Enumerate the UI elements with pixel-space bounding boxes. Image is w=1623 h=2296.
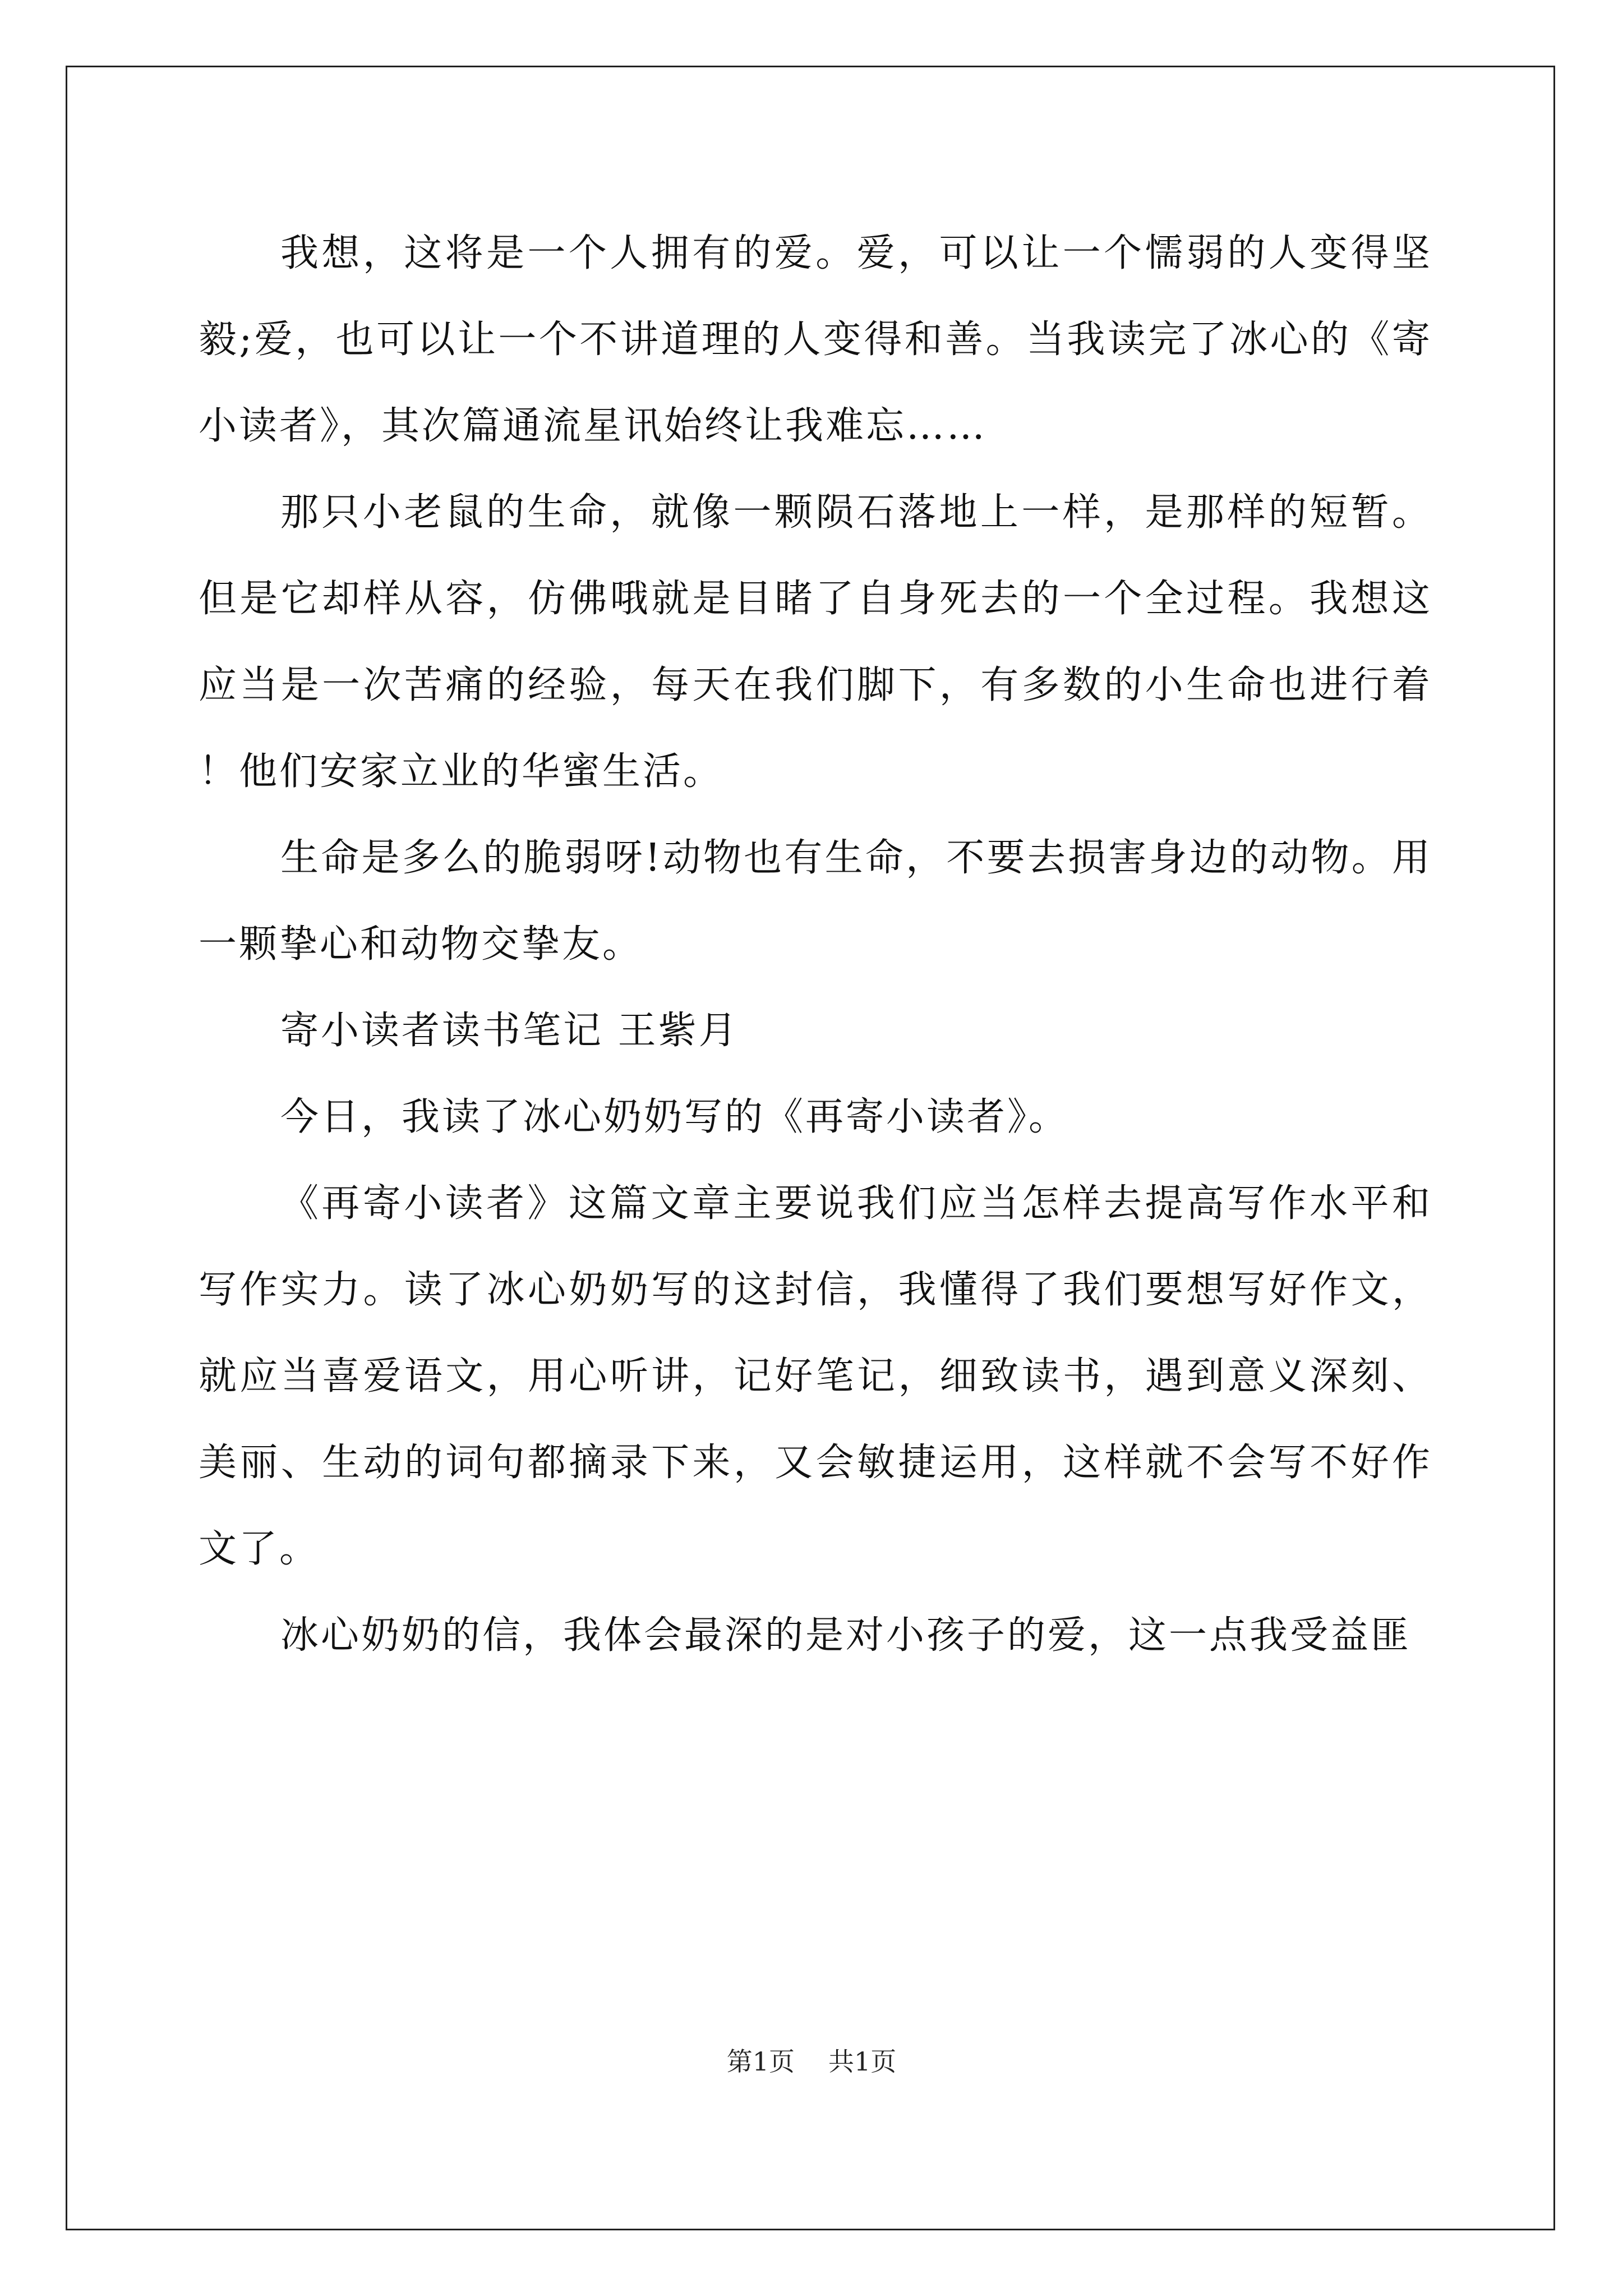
document-body — [199, 210, 1432, 1679]
paragraph-2: 那只小老鼠的生命，就像一颗陨石落地上一样，是那样的短暂。但是它却样从容，仿佛哦就是目睹了自身死去的一个全过程。我想这应当是一次苦痛的经验，每天在我们脚下，有多数的小生命也进行着 ！他们安家立业的华蜜生活。 — [199, 490, 1432, 794]
page-number: 第1页 — [726, 2046, 795, 2077]
paragraph-6: 《再寄小读者》这篇文章主要说我们应当怎样去提高写作水平和写作实力。读了冰心奶奶写的这封信，我懂得了我们要想写好作文，就应当喜爱语文，用心听讲，记好笔记，细致读书，遇到意义深刻、美丽、生动的词句都摘录下来，又会敏捷运用，这样就不会写不好作文了。 — [199, 1181, 1432, 1571]
page-footer — [0, 2045, 1623, 2078]
paragraph-7: 冰心奶奶的信，我体会最深的是对小孩子的爱，这一点我受益匪 — [280, 1613, 1412, 1658]
paragraph-1: 我想，这将是一个人拥有的爱。爱，可以让一个懦弱的人变得坚毅;爱，也可以让一个不讲道理的人变得和善。当我读完了冰心的《寄小读者》，其次篇通流星讯始终让我难忘…… — [199, 231, 1432, 448]
page-total: 共1页 — [828, 2046, 897, 2077]
paragraph-4-heading: 寄小读者读书笔记 王紫月 — [280, 1009, 739, 1053]
paragraph-3: 生命是多么的脆弱呀!动物也有生命，不要去损害身边的动物。用一颗挚心和动物交挚友。 — [199, 836, 1432, 967]
paragraph-5: 今日，我读了冰心奶奶写的《再寄小读者》。 — [280, 1095, 1069, 1139]
